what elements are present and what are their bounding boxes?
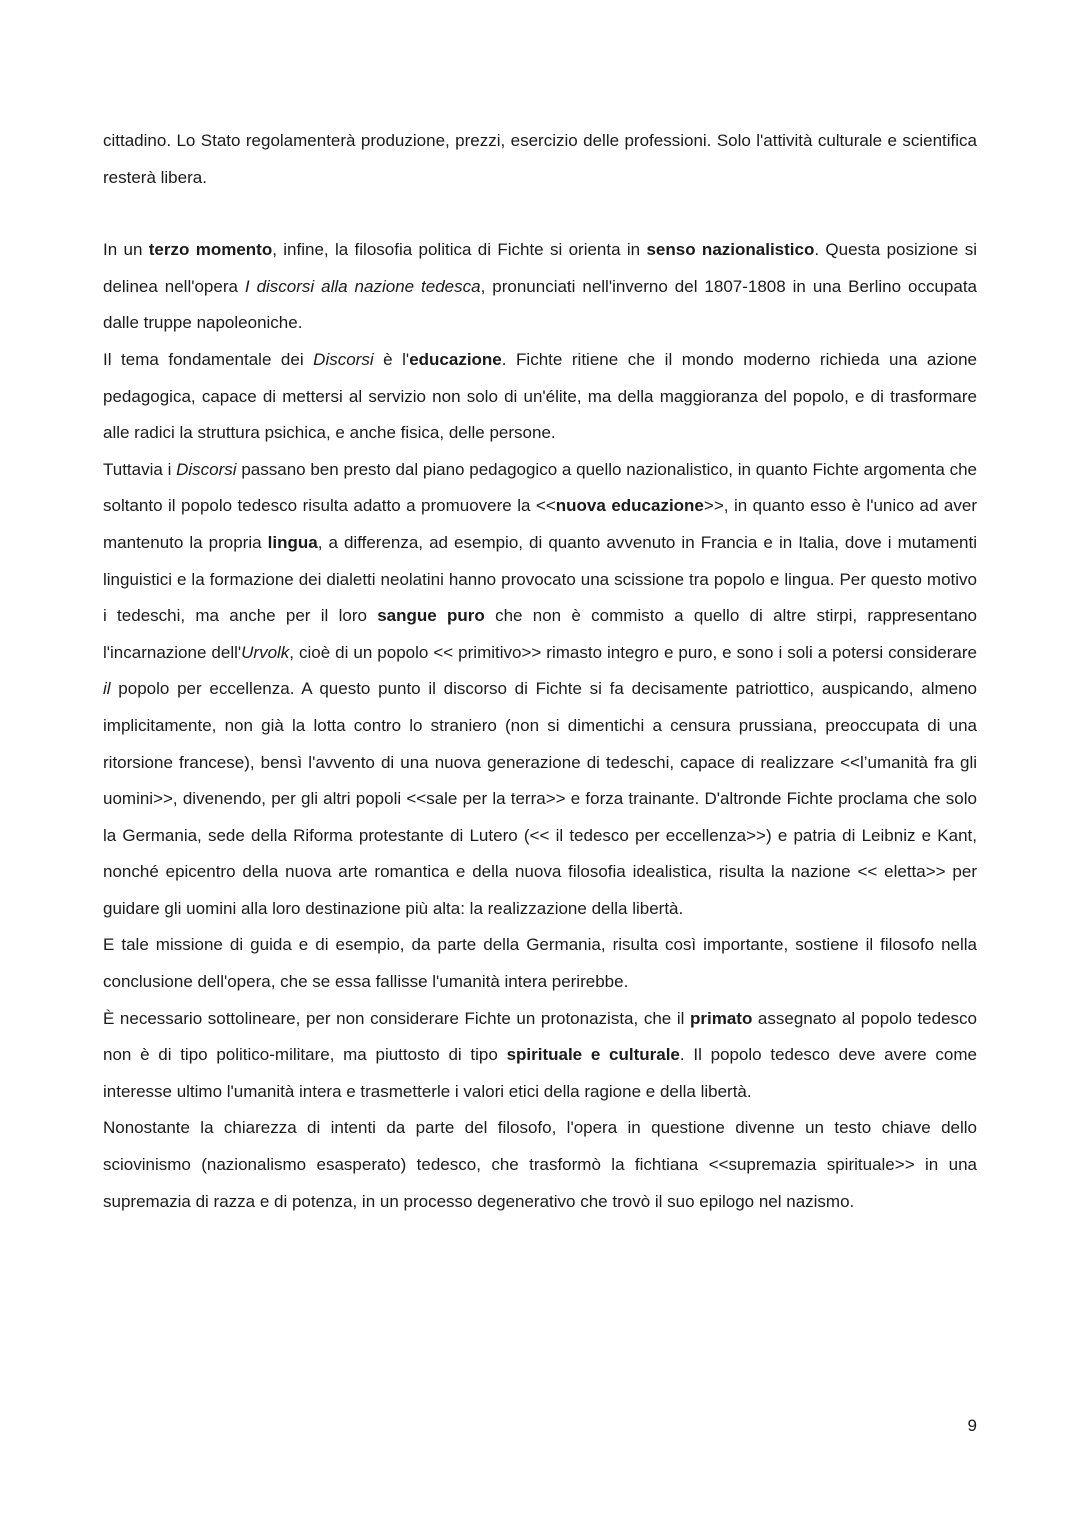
paragraph-education xyxy=(103,342,977,452)
paragraph-state-regulation xyxy=(103,123,977,196)
text-run: Nonostante la chiarezza di intenti da parte del filosofo, l'opera in questione divenne un testo chiave dello sciovinismo (nazionalismo esasperato) tedesco, che trasformò la fichtiana <<supremazia spirituale>> in una supremazia di razza e di potenza, in un processo degenerativo che trovò il suo epilogo nel nazismo. xyxy=(103,1118,977,1211)
text-run: >>, in quanto esso è l'unico ad aver mantenuto la propria xyxy=(103,496,978,552)
text-run: E tale missione di guida e di esempio, da parte della Germania, risulta così importante, sostiene il filosofo nella conclusione dell'opera, che se essa fallisse l'umanità intera perirebbe. xyxy=(103,935,977,992)
text-run: . Questa posizione si delinea nell'opera xyxy=(103,240,978,296)
work-title: Discorsi xyxy=(313,349,374,369)
bold-term: spirituale e culturale xyxy=(506,1045,680,1065)
text-run: cittadino. Lo Stato regolamenterà produzione, prezzi, esercizio delle professioni. Solo l'attività culturale e scientifica resterà libera. xyxy=(103,131,977,187)
text-run: , cioè di un popolo << primitivo>> rimasto integro e puro, e sono i soli a potersi considerare xyxy=(289,642,977,662)
italic-term: Urvolk xyxy=(241,642,290,662)
paragraph-gap xyxy=(103,196,977,232)
work-title: Discorsi xyxy=(176,459,237,479)
paragraph-third-phase xyxy=(103,232,977,342)
text-run: In un xyxy=(103,240,149,260)
text-run: Il tema fondamentale dei xyxy=(103,349,314,369)
text-run: . Il popolo tedesco deve avere come interesse ultimo l'umanità intera e trasmetterle i valori etici della ragione e della libertà. xyxy=(103,1045,978,1101)
text-run: è l' xyxy=(373,349,410,369)
bold-term: nuova educazione xyxy=(555,496,704,516)
work-title: I discorsi alla nazione tedesca xyxy=(244,276,481,296)
document-body xyxy=(103,123,977,1220)
text-run: , a differenza, ad esempio, di quanto avvenuto in Francia e in Italia, dove i mutamenti linguistici e la formazione dei dialetti neolatini hanno provocato una scissione tra popolo e lingua. Per questo motivo i tedeschi, ma anche per il loro xyxy=(103,532,977,626)
paragraph-chauvinism xyxy=(103,1110,977,1220)
text-run: , pronunciati nell'inverno del 1807-1808 in una Berlino occupata dalle truppe napoleoniche. xyxy=(103,276,977,333)
bold-term: educazione xyxy=(409,349,502,369)
text-run: passano ben presto dal piano pedagogico a quello nazionalistico, in quanto Fichte argomenta che soltanto il popolo tedesco risulta adatto a promuovere la << xyxy=(103,459,977,516)
paragraph-mission xyxy=(103,927,977,1000)
bold-term: lingua xyxy=(267,532,318,552)
bold-term: terzo momento xyxy=(148,240,273,260)
text-run: Tuttavia i xyxy=(103,459,177,479)
italic-term: il xyxy=(103,679,111,699)
text-run: popolo per eccellenza. A questo punto il discorso di Fichte si fa decisamente patriottico, auspicando, almeno implicitamente, non già la lotta contro lo straniero (non si dimentichi a censura prussiana, preoccupata di una ritorsione francese), bensì l'avvento di una nuova generazione di tedeschi, capace di realizzare <<l’umanità fra gli uomini>>, divenendo, per gli altri popoli <<sale per la terra>> e forza trainante. D'altronde Fichte proclama che solo la Germania, sede della Riforma protestante di Lutero (<< il tedesco per eccellenza>>) e patria di Leibniz e Kant, nonché epicentro della nuova arte romantica e della nuova filosofia idealistica, risulta la nazione << eletta>> per guidare gli uomini alla loro destinazione più alta: la realizzazione della libertà. xyxy=(103,679,977,918)
page-number: 9 xyxy=(967,1416,977,1435)
paragraph-nationalism xyxy=(103,452,977,928)
text-run: assegnato al popolo tedesco non è di tipo politico-militare, ma piuttosto di tipo xyxy=(103,1008,977,1065)
paragraph-primacy xyxy=(103,1001,977,1111)
text-run: È necessario sottolineare, per non considerare Fichte un protonazista, che il xyxy=(103,1008,690,1028)
bold-term: sangue puro xyxy=(377,606,485,626)
text-run: che non è commisto a quello di altre stirpi, rappresentano l'incarnazione dell' xyxy=(103,606,977,662)
bold-term: senso nazionalistico xyxy=(646,240,815,260)
text-run: , infine, la filosofia politica di Fichte si orienta in xyxy=(272,240,647,260)
bold-term: primato xyxy=(689,1008,753,1028)
text-run: . Fichte ritiene che il mondo moderno richieda una azione pedagogica, capace di mettersi al servizio non solo di un'élite, ma della maggioranza del popolo, e di trasformare alle radici la struttura psichica, e anche fisica, delle persone. xyxy=(103,349,977,443)
